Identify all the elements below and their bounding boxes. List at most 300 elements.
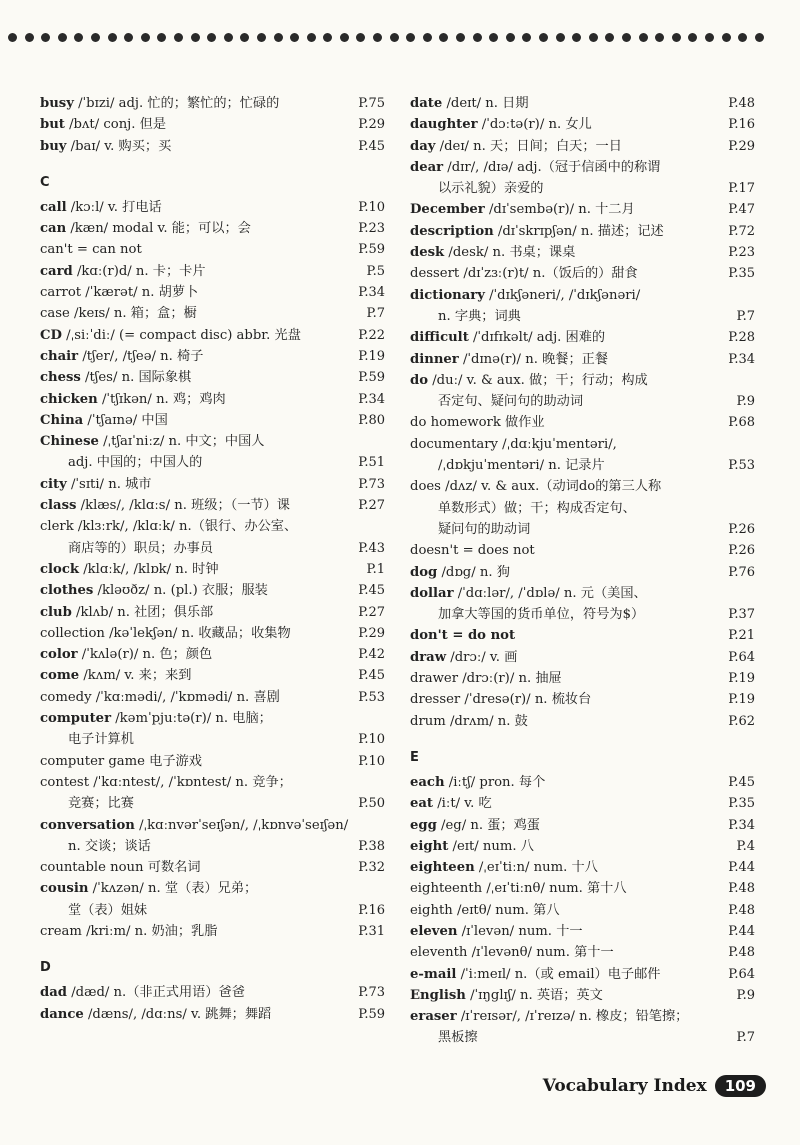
vocab-entry [40, 580, 385, 601]
entry-definition: /drɔː/ v. 画 [446, 649, 518, 665]
vocab-entry [410, 964, 755, 985]
border-dot [274, 33, 283, 42]
entry-definition: /dʌz/ v. & aux.（动词do的第三人称 [440, 479, 662, 495]
vocab-entry [40, 772, 385, 815]
border-dot [655, 33, 664, 42]
vocab-entry [40, 474, 385, 495]
entry-continuation: 加拿大等国的货币单位，符号为$） [438, 607, 645, 623]
vocab-entry [40, 623, 385, 644]
entry-word: come [40, 668, 80, 684]
entry-word: eat [410, 796, 434, 812]
entry-word: carrot [40, 285, 82, 301]
vocab-entry [40, 708, 385, 751]
entry-page-ref: P.76 [728, 564, 755, 580]
entry-definition: /kʌm/ v. 来；来到 [79, 668, 192, 684]
entry-word: can't [40, 242, 73, 258]
entry-definition: /klɜːrk/, /klɑːk/ n.（银行、办公室、 [73, 519, 298, 535]
entry-definition: /dɪˈskrɪpʃən/ n. 描述；记述 [493, 223, 664, 239]
entry-definition: /ˌkɑːnvərˈseɪʃən/, /ˌkɒnvəˈseɪʃən/ [134, 817, 349, 833]
vocab-entry [410, 370, 755, 413]
entry-page-ref: P.29 [358, 117, 385, 133]
entry-word: collection [40, 625, 105, 641]
footer-title: Vocabulary Index [542, 1076, 707, 1096]
entry-word: but [40, 117, 65, 133]
entry-page-ref: P.26 [728, 543, 755, 559]
entry-page-ref: P.51 [358, 455, 385, 471]
vocab-entry [40, 325, 385, 346]
entry-definition: /drɔː(r)/ n. 抽屉 [458, 671, 562, 687]
entry-continuation: 疑问句的助动词 [438, 521, 531, 537]
entry-definition: /bʌt/ conj. 但是 [64, 117, 167, 133]
entry-word: clerk [40, 519, 74, 535]
entry-definition: = do not [447, 628, 516, 644]
entry-definition: /ɪˈreɪsər/, /ɪˈreɪzə/ n. 橡皮；铅笔擦； [456, 1009, 689, 1025]
border-dot [556, 33, 565, 42]
entry-word: chair [40, 348, 79, 364]
entry-continuation: adj. 中国的；中国人的 [68, 455, 203, 471]
entry-page-ref: P.27 [358, 498, 385, 514]
entry-page-ref: P.22 [358, 327, 385, 343]
entry-definition: /ˈkærət/ n. 胡萝卜 [81, 285, 199, 301]
entry-definition: /ˈbɪzi/ adj. 忙的；繁忙的；忙碌的 [73, 96, 280, 111]
entry-page-ref: P.1 [366, 561, 385, 577]
entry-word: eight [410, 838, 449, 854]
entry-definition: /ˌdɑːkjuˈmentəri/, [497, 436, 617, 452]
entry-definition: /tʃer/, /tʃeə/ n. 椅子 [78, 348, 204, 364]
entry-page-ref: P.10 [358, 732, 385, 748]
vocab-entry [40, 982, 385, 1003]
entry-word: eighteen [410, 860, 475, 876]
entry-continuation: 以示礼貌）亲爱的 [438, 181, 544, 197]
dotted-border [8, 30, 780, 44]
entry-page-ref: P.48 [728, 902, 755, 918]
entry-page-ref: P.43 [358, 540, 385, 556]
border-dot [323, 33, 332, 42]
entry-page-ref: P.19 [728, 692, 755, 708]
entry-page-ref: P.7 [366, 306, 385, 322]
entry-definition: /desk/ n. 书桌；课桌 [444, 245, 576, 261]
border-dot [157, 33, 166, 42]
entry-page-ref: P.45 [728, 774, 755, 790]
vocab-entry [40, 602, 385, 623]
entry-page-ref: P.62 [728, 713, 755, 729]
vocab-entry [40, 367, 385, 388]
entry-definition: /dɪˈzɜː(r)t/ n.（饭后的）甜食 [459, 266, 638, 282]
entry-word: description [410, 223, 494, 239]
entry-page-ref: P.48 [728, 96, 755, 111]
entry-definition: /iːtʃ/ pron. 每个 [444, 774, 546, 790]
entry-word: call [40, 199, 67, 215]
entry-definition: /dɪˈsembə(r)/ n. 十二月 [484, 202, 635, 218]
vocab-entry [40, 751, 385, 772]
entry-page-ref: P.53 [728, 458, 755, 474]
entry-definition: /iːt/ v. 吃 [433, 796, 492, 812]
entry-word: chicken [40, 391, 98, 407]
entry-continuation: n. 交谈；谈话 [68, 838, 151, 854]
entry-definition: /eɪt/ num. 八 [448, 838, 534, 854]
vocab-entry [40, 921, 385, 942]
vocab-entry [410, 242, 755, 263]
entry-word: dance [40, 1006, 84, 1022]
border-dot [705, 33, 714, 42]
entry-definition: /keɪs/ n. 箱；盒；橱 [69, 306, 197, 322]
entry-word: club [40, 604, 72, 620]
vocab-entry [40, 857, 385, 878]
entry-definition: 做作业 [500, 415, 545, 431]
vocab-entry [410, 583, 755, 626]
entry-definition: /ˌeɪˈtiːnθ/ num. 第十八 [482, 881, 627, 897]
entry-definition: /duː/ v. & aux. 做；干；行动；构成 [428, 372, 648, 388]
border-dot [473, 33, 482, 42]
border-dot [91, 33, 100, 42]
vocab-entry [40, 1004, 385, 1025]
entry-page-ref: P.35 [728, 266, 755, 282]
entry-definition: = can not [72, 242, 142, 258]
entry-page-ref: P.9 [736, 394, 755, 410]
entry-page-ref: P.19 [728, 671, 755, 687]
entry-word: chess [40, 370, 81, 386]
vocab-entry [410, 540, 755, 561]
entry-definition: /eg/ n. 蛋；鸡蛋 [436, 817, 540, 833]
entry-page-ref: P.47 [728, 202, 755, 218]
border-dot [572, 33, 581, 42]
entry-definition: /kəˈlekʃən/ n. 收藏品；收集物 [104, 625, 291, 641]
entry-word: drum [410, 713, 446, 729]
vocab-entry [410, 815, 755, 836]
vocab-entry [410, 157, 755, 200]
vocab-entry [410, 349, 755, 370]
border-dot [456, 33, 465, 42]
entry-definition: /ˈtʃɪkən/ n. 鸡；鸡肉 [97, 391, 226, 407]
vocab-entry [40, 114, 385, 135]
entry-word: e-mail [410, 966, 457, 982]
entry-definition: /dɒg/ n. 狗 [437, 564, 510, 580]
vocab-entry [410, 136, 755, 157]
entry-word: each [410, 774, 445, 790]
entry-page-ref: P.64 [728, 966, 755, 982]
border-dot [589, 33, 598, 42]
border-dot [240, 33, 249, 42]
entry-continuation: n. 字典；词典 [438, 308, 521, 324]
entry-word: city [40, 476, 67, 492]
border-dot [406, 33, 415, 42]
entry-page-ref: P.59 [358, 242, 385, 258]
entry-definition: /ˌtʃaɪˈniːz/ n. 中文；中国人 [98, 434, 265, 450]
entry-page-ref: P.4 [736, 838, 755, 854]
entry-word: China [40, 412, 84, 428]
border-dot [539, 33, 548, 42]
vocab-entry [410, 772, 755, 793]
entry-page-ref: P.17 [728, 181, 755, 197]
border-dot [522, 33, 531, 42]
entry-definition: /deɪt/ n. 日期 [442, 96, 529, 111]
vocab-entry [40, 516, 385, 559]
entry-page-ref: P.35 [728, 796, 755, 812]
entry-definition: /ˈtʃaɪnə/ 中国 [83, 412, 168, 428]
vocab-entry [40, 878, 385, 921]
entry-page-ref: P.34 [358, 285, 385, 301]
entry-definition: /ˈkʌlə(r)/ n. 色；颜色 [77, 647, 213, 663]
vocab-entry [40, 815, 385, 858]
entry-page-ref: P.45 [358, 583, 385, 599]
entry-word: countable noun [40, 860, 144, 876]
border-dot [738, 33, 747, 42]
entry-word: buy [40, 138, 67, 154]
vocab-entry [410, 689, 755, 710]
entry-page-ref: P.45 [358, 138, 385, 154]
entry-definition: /klɑːk/, /klɒk/ n. 时钟 [79, 561, 219, 577]
entry-page-ref: P.73 [358, 985, 385, 1001]
entry-page-ref: P.34 [728, 817, 755, 833]
border-dot [74, 33, 83, 42]
entry-word: eighteenth [410, 881, 483, 897]
vocab-entry [410, 476, 755, 540]
border-dot [439, 33, 448, 42]
entry-definition: /tʃes/ n. 国际象棋 [80, 370, 192, 386]
vocab-entry [410, 285, 755, 328]
border-dot [605, 33, 614, 42]
entry-word: eleventh [410, 945, 468, 961]
footer [543, 1075, 766, 1097]
entry-page-ref: P.29 [728, 138, 755, 154]
vocab-entry [410, 921, 755, 942]
entry-page-ref: P.21 [728, 628, 755, 644]
entry-page-ref: P.34 [728, 351, 755, 367]
entry-word: dear [410, 159, 444, 175]
border-dot [58, 33, 67, 42]
entry-page-ref: P.7 [736, 1030, 755, 1046]
entry-page-ref: P.23 [728, 245, 755, 261]
entry-word: Chinese [40, 434, 99, 450]
entry-word: clothes [40, 583, 94, 599]
entry-page-ref: P.9 [736, 987, 755, 1003]
border-dot [622, 33, 631, 42]
vocab-entry [410, 793, 755, 814]
border-dot [356, 33, 365, 42]
entry-page-ref: P.10 [358, 753, 385, 769]
entry-page-ref: P.5 [366, 263, 385, 279]
border-dot [755, 33, 764, 42]
entry-continuation: 电子计算机 [68, 732, 134, 748]
entry-word: dad [40, 985, 67, 1001]
entry-definition: = does not [458, 543, 535, 559]
border-dot [41, 33, 50, 42]
entry-page-ref: P.32 [358, 860, 385, 876]
entry-page-ref: P.7 [736, 308, 755, 324]
entry-definition: /ˌsiːˈdiː/ (= compact disc) abbr. 光盘 [61, 327, 301, 343]
entry-word: draw [410, 649, 447, 665]
entry-word: computer [40, 711, 112, 727]
vocab-entry [40, 136, 385, 157]
vocab-entry [410, 1006, 755, 1049]
entry-word: dresser [410, 692, 461, 708]
left-column [40, 93, 385, 1025]
entry-page-ref: P.45 [358, 668, 385, 684]
entry-word: December [410, 202, 485, 218]
border-dot [207, 33, 216, 42]
vocab-entry [40, 218, 385, 239]
border-dot [191, 33, 200, 42]
entry-definition: /deɪ/ n. 天；日间；白天；一日 [435, 138, 622, 154]
entry-page-ref: P.27 [358, 604, 385, 620]
vocab-entry [410, 985, 755, 1006]
border-dot [290, 33, 299, 42]
border-dot [340, 33, 349, 42]
border-dot [124, 33, 133, 42]
entry-definition: 电子游戏 [144, 753, 202, 769]
entry-continuation: 商店等的）职员；办事员 [68, 540, 214, 556]
vocab-entry [410, 647, 755, 668]
entry-word: difficult [410, 330, 469, 346]
entry-page-ref: P.50 [358, 796, 385, 812]
entry-word: case [40, 306, 70, 322]
vocab-entry [40, 197, 385, 218]
entry-word: English [410, 987, 466, 1003]
entry-definition: /ˈdɪkʃəneri/, /ˈdɪkʃənəri/ [484, 287, 641, 303]
border-dot [688, 33, 697, 42]
entry-word: dictionary [410, 287, 485, 303]
border-dot [722, 33, 731, 42]
entry-word: card [40, 263, 73, 279]
entry-page-ref: P.38 [358, 838, 385, 854]
entry-definition: /drʌm/ n. 鼓 [445, 713, 528, 729]
entry-page-ref: P.53 [358, 689, 385, 705]
entry-continuation: /ˌdɒkjuˈmentəri/ n. 记录片 [438, 458, 605, 474]
border-dot [224, 33, 233, 42]
entry-definition: /baɪ/ v. 购买；买 [66, 138, 172, 154]
section-letter: D [40, 960, 51, 976]
entry-definition: /eɪtθ/ num. 第八 [452, 902, 560, 918]
entry-continuation: 单数形式）做；干；构成否定句、 [438, 500, 636, 516]
entry-definition: /ˈdresə(r)/ n. 梳妆台 [460, 692, 592, 708]
vocab-entry [40, 282, 385, 303]
border-dot [108, 33, 117, 42]
entry-definition: /ˈkɑːntest/, /ˈkɒntest/ n. 竞争； [89, 774, 292, 790]
entry-word: contest [40, 774, 89, 790]
entry-page-ref: P.10 [358, 199, 385, 215]
entry-definition: /kɔːl/ v. 打电话 [66, 199, 162, 215]
entry-word: documentary [410, 436, 498, 452]
entry-definition: /dæns/, /dɑːns/ v. 跳舞；舞蹈 [83, 1006, 272, 1022]
entry-definition: /ˈdɪfɪkəlt/ adj. 困难的 [468, 330, 606, 346]
page-number-badge: 109 [715, 1075, 766, 1097]
entry-page-ref: P.44 [728, 860, 755, 876]
entry-definition: /klʌb/ n. 社团；俱乐部 [71, 604, 214, 620]
entry-word: desk [410, 245, 445, 261]
right-column [410, 93, 755, 1049]
entry-word: conversation [40, 817, 135, 833]
entry-continuation: 黑板擦 [438, 1030, 478, 1046]
vocab-entry [410, 711, 755, 732]
entry-definition: /ˈdɪnə(r)/ n. 晚餐；正餐 [458, 351, 609, 367]
entry-definition: /ˈɪŋglɪʃ/ n. 英语；英文 [465, 987, 603, 1003]
entry-word: daughter [410, 117, 478, 133]
entry-page-ref: P.29 [358, 625, 385, 641]
entry-word: dog [410, 564, 438, 580]
vocab-entry [40, 495, 385, 516]
vocab-entry [40, 303, 385, 324]
entry-page-ref: P.59 [358, 1006, 385, 1022]
border-dot [174, 33, 183, 42]
entry-page-ref: P.16 [728, 117, 755, 133]
vocab-entry [40, 389, 385, 410]
entry-definition: 可数名词 [143, 860, 201, 876]
vocab-entry [410, 199, 755, 220]
vocab-entry [410, 93, 755, 114]
entry-page-ref: P.72 [728, 223, 755, 239]
entry-continuation: 竞赛；比赛 [68, 796, 134, 812]
entry-definition: /kæn/ modal v. 能；可以；会 [66, 221, 251, 237]
entry-word: busy [40, 96, 74, 111]
entry-definition: /dæd/ n.（非正式用语）爸爸 [67, 985, 245, 1001]
vocab-entry [410, 878, 755, 899]
entry-definition: /ˈdɑːlər/, /ˈdɒlə/ n. 元（美国、 [453, 585, 647, 601]
entry-page-ref: P.37 [728, 607, 755, 623]
vocab-entry [40, 346, 385, 367]
entry-word: cousin [40, 881, 89, 897]
entry-page-ref: P.28 [728, 330, 755, 346]
vocab-entry [410, 942, 755, 963]
entry-definition: /dɪr/, /dɪə/ adj.（冠于信函中的称谓 [443, 159, 661, 175]
entry-page-ref: P.73 [358, 476, 385, 492]
entry-continuation: 堂（表）姐妹 [68, 902, 148, 918]
entry-page-ref: P.68 [728, 415, 755, 431]
entry-definition: /kɑː(r)d/ n. 卡；卡片 [72, 263, 206, 279]
border-dot [390, 33, 399, 42]
section-letter: E [410, 749, 419, 765]
entry-page-ref: P.19 [358, 348, 385, 364]
entry-word: color [40, 647, 78, 663]
entry-word: cream [40, 923, 82, 939]
entry-page-ref: P.48 [728, 945, 755, 961]
entry-page-ref: P.16 [358, 902, 385, 918]
border-dot [8, 33, 17, 42]
vocab-entry [40, 644, 385, 665]
entry-definition: /kriːm/ n. 奶油；乳脂 [81, 923, 218, 939]
entry-word: does [410, 479, 441, 495]
vocab-entry [410, 114, 755, 135]
border-dot [307, 33, 316, 42]
border-dot [257, 33, 266, 42]
border-dot [506, 33, 515, 42]
entry-word: dinner [410, 351, 459, 367]
entry-word: can [40, 221, 67, 237]
vocab-entry [410, 562, 755, 583]
entry-definition: /kəmˈpjuːtə(r)/ n. 电脑； [111, 711, 272, 727]
vocab-entry [40, 665, 385, 686]
vocab-entry [40, 559, 385, 580]
vocab-entry [410, 327, 755, 348]
vocab-entry [40, 93, 385, 114]
entry-definition: /ˈkɑːmədi/, /ˈkɒmədi/ n. 喜剧 [91, 689, 280, 705]
entry-page-ref: P.34 [358, 391, 385, 407]
entry-word: don't [410, 628, 448, 644]
vocab-entry [410, 668, 755, 689]
entry-page-ref: P.31 [358, 923, 385, 939]
entry-page-ref: P.80 [358, 412, 385, 428]
entry-word: computer game [40, 753, 145, 769]
border-dot [25, 33, 34, 42]
entry-word: egg [410, 817, 437, 833]
entry-word: eighth [410, 902, 453, 918]
entry-word: do [410, 372, 429, 388]
entry-definition: /ˈkʌzən/ n. 堂（表）兄弟； [88, 881, 258, 897]
entry-word: doesn't [410, 543, 459, 559]
entry-word: CD [40, 327, 62, 343]
vocab-entry [40, 687, 385, 708]
border-dot [141, 33, 150, 42]
entry-word: comedy [40, 689, 92, 705]
